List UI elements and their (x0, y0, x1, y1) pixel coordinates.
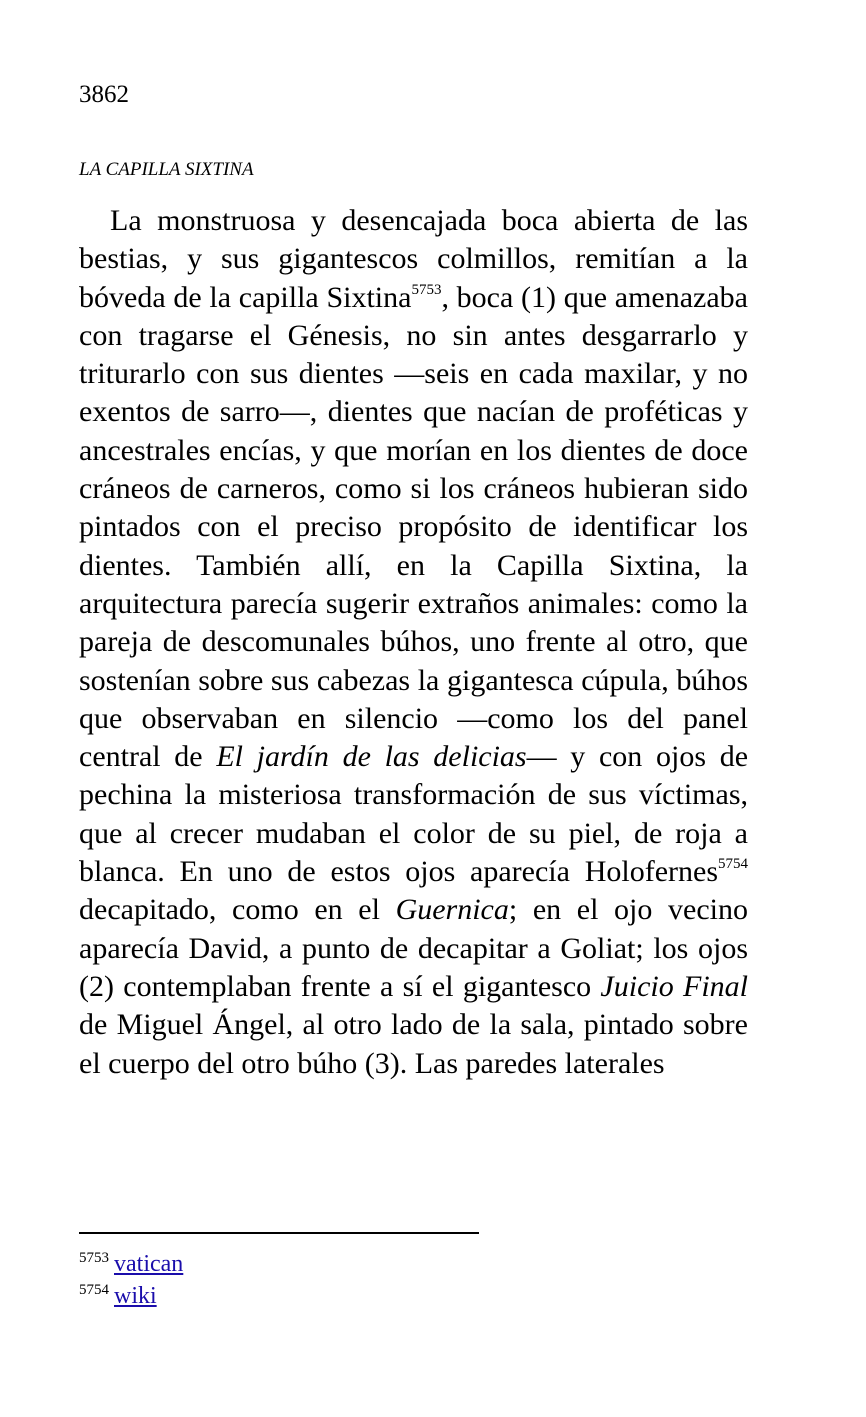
section-title: LA CAPILLA SIXTINA (79, 159, 254, 180)
footnote-ref-5753[interactable]: 5753 (411, 281, 442, 298)
paragraph-text: La monstruosa y desencajada boca abierta de las bestias, y sus gigantescos colmillos, remitían a la bóveda de la capilla Sixtina (79, 204, 748, 314)
footnote-number: 5753 (79, 1250, 109, 1266)
footnote-item (79, 1280, 183, 1312)
artwork-title-juicio-final: Juicio Final (600, 969, 748, 1003)
paragraph-text: , boca (1) que amenazaba con tragarse el Génesis, no sin antes desgarrarlo y triturarlo con sus dientes —seis en cada maxilar, y no exentos de sarro—, dientes que nacían de proféticas y ancestrales encías, y que morían en los dientes de doce cráneos de carneros, como si los cráneos hubieran sido pintados con el preciso propósito de identificar los dientes. También allí, en la Capilla Sixtina, la arquitectura parecía sugerir extraños animales: como la pareja de descomunales búhos, uno frente al otro, que sostenían sobre sus cabezas la gigantesca cúpula, búhos que observaban en silencio —como los del panel central de (79, 280, 748, 774)
footnote-ref-5754[interactable]: 5754 (718, 856, 748, 873)
paragraph-text: decapitado, como en el (79, 893, 396, 927)
artwork-title-jardin: El jardín de las delicias (216, 740, 527, 774)
page-number: 3862 (79, 81, 129, 108)
footnote-link-wiki[interactable]: wiki (114, 1283, 157, 1309)
footnote-number: 5754 (79, 1282, 109, 1298)
footnotes (79, 1248, 183, 1312)
paragraph-text: ; en el ojo vecino aparecía David, a punto de decapitar a Goliat; los ojos (2) contemplaban frente a sí el gigantesco (79, 893, 748, 1003)
body-paragraph (79, 202, 748, 1083)
footnote-divider (79, 1232, 479, 1234)
paragraph-text: — y con ojos de pechina la misteriosa transformación de sus víctimas, que al crecer mudaban el color de su piel, de roja a blanca. En uno de estos ojos aparecía Holofernes (79, 740, 749, 889)
footnote-link-vatican[interactable]: vatican (114, 1251, 184, 1277)
artwork-title-guernica: Guernica (395, 893, 509, 927)
paragraph-text: de Miguel Ángel, al otro lado de la sala, pintado sobre el cuerpo del otro búho (3). Las paredes laterales (79, 1008, 748, 1080)
footnote-item (79, 1248, 183, 1280)
